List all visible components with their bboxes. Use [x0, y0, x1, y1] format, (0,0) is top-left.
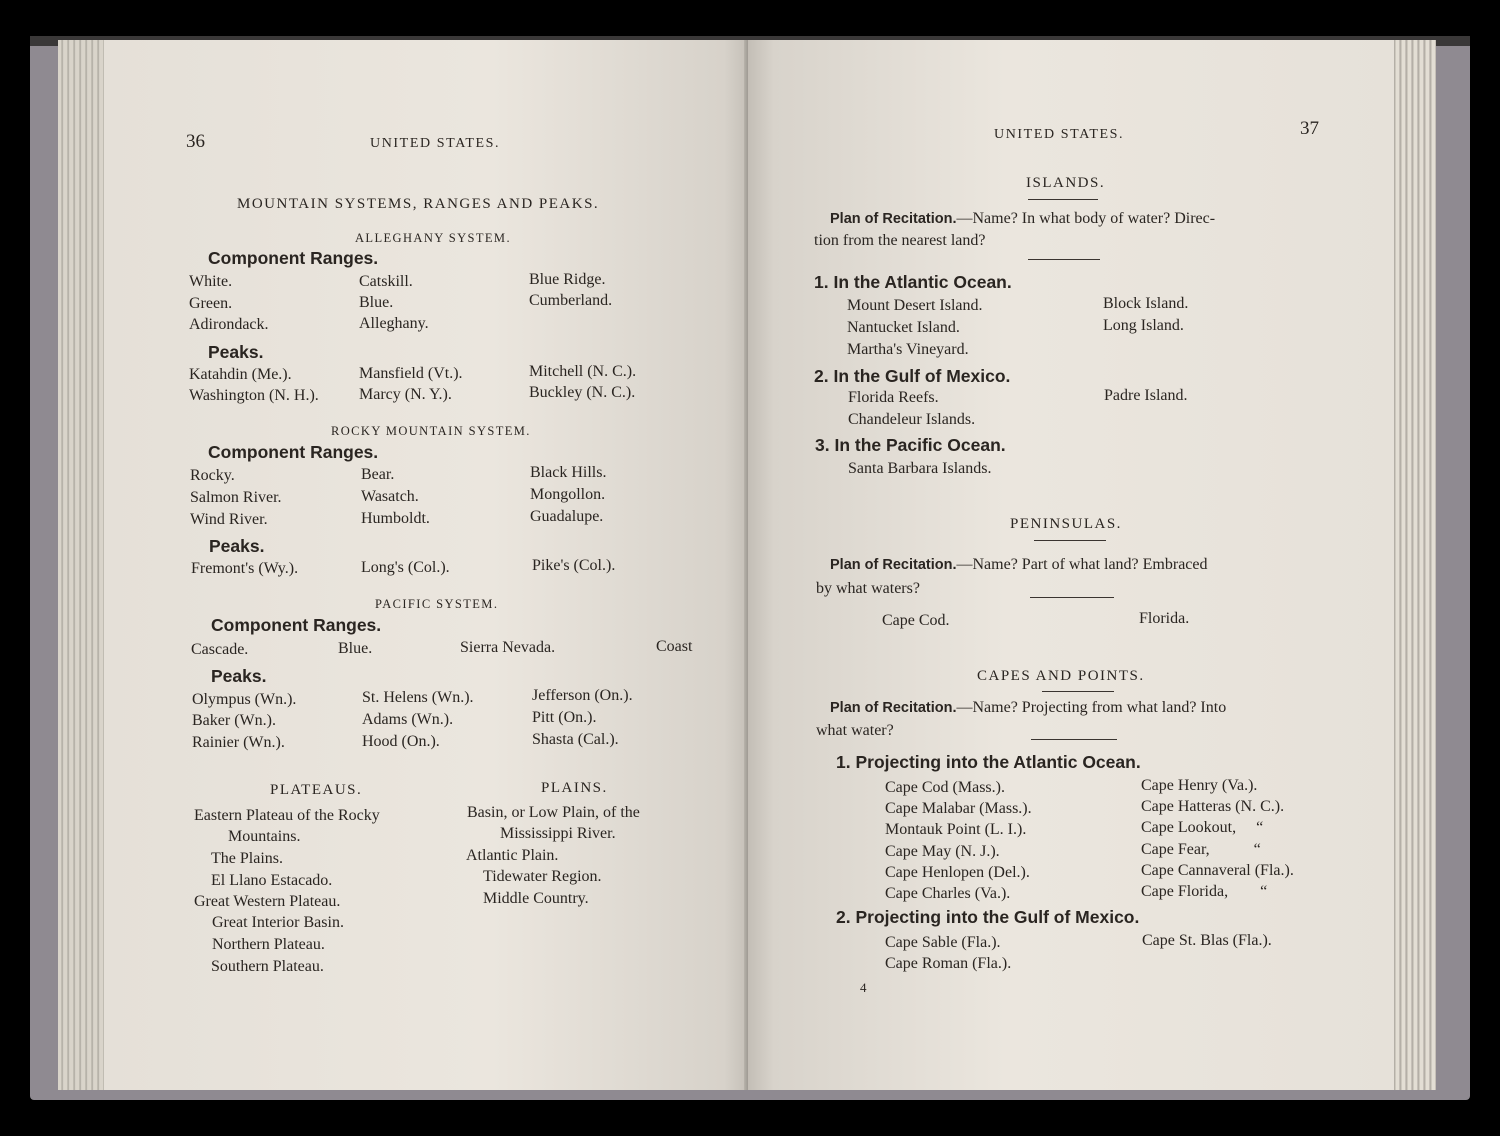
section-heading: PACIFIC SYSTEM. — [375, 597, 499, 611]
subheading: Peaks. — [209, 536, 265, 556]
range-item: Guadalupe. — [530, 508, 604, 525]
group-title: 1. Projecting into the Atlantic Ocean. — [836, 752, 1141, 772]
peak-item: Adams (Wn.). — [362, 711, 454, 728]
peak-item: Olympus (Wn.). — [192, 691, 297, 708]
subheading: Component Ranges. — [211, 615, 382, 635]
cape-item: Cape Fear, “ — [1141, 841, 1261, 858]
range-item: White. — [189, 273, 233, 290]
section-heading: ALLEGHANY SYSTEM. — [355, 231, 511, 245]
page-edges-right — [1390, 40, 1436, 1090]
island-item: Martha's Vineyard. — [847, 341, 969, 358]
island-item: Mount Desert Island. — [847, 297, 983, 314]
section-heading: PLATEAUS. — [270, 782, 363, 798]
plateau-item: The Plains. — [211, 850, 283, 867]
plateau-item: Great Western Plateau. — [194, 893, 341, 910]
group-title: 1. In the Atlantic Ocean. — [814, 272, 1012, 292]
range-item: Catskill. — [359, 273, 413, 290]
peak-item: Fremont's (Wy.). — [191, 560, 299, 577]
range-item: Adirondack. — [189, 316, 269, 333]
divider — [1042, 691, 1114, 692]
plan-label: Plan of Recitation. — [830, 700, 957, 716]
cape-item: Cape Florida, “ — [1141, 883, 1268, 900]
subheading: Peaks. — [211, 666, 267, 686]
cape-item: Cape Henry (Va.). — [1141, 777, 1258, 794]
peak-item: Marcy (N. Y.). — [359, 386, 452, 403]
range-item: Bear. — [361, 466, 395, 483]
subheading: Component Ranges. — [208, 442, 379, 462]
plains-item: Middle Country. — [483, 890, 589, 907]
cape-item: Cape Lookout, “ — [1141, 819, 1264, 836]
island-item: Padre Island. — [1104, 387, 1188, 404]
cape-item: Cape May (N. J.). — [885, 843, 1000, 860]
range-item: Blue Ridge. — [529, 271, 606, 288]
cape-item: Cape Henlopen (Del.). — [885, 864, 1030, 881]
plateau-item: Great Interior Basin. — [212, 914, 344, 931]
page-title: MOUNTAIN SYSTEMS, RANGES AND PEAKS. — [237, 196, 600, 212]
section-heading: PENINSULAS. — [1010, 516, 1122, 532]
cape-item: Cape Cod (Mass.). — [885, 779, 1005, 796]
peak-item: Mitchell (N. C.). — [529, 363, 637, 380]
section-heading: ROCKY MOUNTAIN SYSTEM. — [331, 424, 531, 438]
group-title: 2. Projecting into the Gulf of Mexico. — [836, 907, 1140, 927]
plan-text: —Name? Part of what land? Embraced — [956, 556, 1208, 573]
section-heading: CAPES AND POINTS. — [977, 668, 1145, 684]
peninsula-item: Florida. — [1139, 610, 1190, 627]
peak-item: Washington (N. H.). — [189, 387, 319, 404]
peak-item: Pike's (Col.). — [532, 557, 616, 574]
range-item: Salmon River. — [190, 489, 282, 506]
divider — [1031, 739, 1117, 740]
plains-item: Basin, or Low Plain, of the — [467, 804, 640, 821]
page-number: 37 — [1300, 118, 1319, 139]
subheading: Peaks. — [208, 342, 264, 362]
plains-item: Atlantic Plain. — [466, 847, 559, 864]
plan-label: Plan of Recitation. — [830, 211, 957, 227]
section-heading: ISLANDS. — [1026, 175, 1106, 191]
island-item: Nantucket Island. — [847, 319, 960, 336]
cape-item: Cape Hatteras (N. C.). — [1141, 798, 1285, 815]
plateau-item: Eastern Plateau of the Rocky — [194, 807, 380, 824]
range-item: Wind River. — [190, 511, 268, 528]
peak-item: Long's (Col.). — [361, 559, 450, 576]
peak-item: Pitt (On.). — [532, 709, 597, 726]
divider — [1030, 597, 1114, 598]
plan-text: by what waters? — [816, 580, 920, 597]
cape-item: Cape Charles (Va.). — [885, 885, 1011, 902]
range-item: Alleghany. — [359, 315, 429, 332]
subheading: Component Ranges. — [208, 248, 379, 268]
peak-item: Katahdin (Me.). — [189, 366, 292, 383]
page-number: 36 — [186, 131, 205, 152]
island-item: Chandeleur Islands. — [848, 411, 976, 428]
range-item: Wasatch. — [361, 488, 419, 505]
range-item: Blue. — [359, 294, 394, 311]
peak-item: Hood (On.). — [362, 733, 440, 750]
group-title: 2. In the Gulf of Mexico. — [814, 366, 1011, 386]
divider — [1034, 540, 1106, 541]
section-heading: PLAINS. — [541, 780, 608, 796]
range-item: Rocky. — [190, 467, 235, 484]
cape-item: Montauk Point (L. I.). — [885, 821, 1027, 838]
divider — [1028, 259, 1100, 260]
island-item: Santa Barbara Islands. — [848, 460, 992, 477]
range-item: Cumberland. — [529, 292, 613, 309]
plan-text: —Name? Projecting from what land? Into — [956, 699, 1227, 716]
peninsula-item: Cape Cod. — [882, 612, 950, 629]
plateau-item: Southern Plateau. — [211, 958, 324, 975]
plan-text: —Name? In what body of water? Direc- — [956, 210, 1216, 227]
page-edges-left — [58, 40, 108, 1090]
island-item: Block Island. — [1103, 295, 1189, 312]
island-item: Florida Reefs. — [848, 389, 939, 406]
left-page — [104, 40, 750, 1090]
range-item: Coast — [656, 638, 693, 655]
cape-item: Cape Cannaveral (Fla.). — [1141, 862, 1294, 879]
range-item: Mongollon. — [530, 486, 606, 503]
plan-label: Plan of Recitation. — [830, 557, 957, 573]
cape-item: Cape St. Blas (Fla.). — [1142, 932, 1272, 949]
peak-item: Rainier (Wn.). — [192, 734, 285, 751]
peak-item: Mansfield (Vt.). — [359, 365, 463, 382]
cape-item: Cape Roman (Fla.). — [885, 955, 1012, 972]
cape-item: Cape Sable (Fla.). — [885, 934, 1001, 951]
peak-item: Jefferson (On.). — [532, 687, 633, 704]
plan-text: tion from the nearest land? — [814, 232, 986, 249]
range-item: Green. — [189, 295, 233, 312]
running-head: UNITED STATES. — [994, 127, 1125, 142]
range-item: Blue. — [338, 640, 373, 657]
peak-item: Baker (Wn.). — [192, 712, 276, 729]
plan-text: what water? — [816, 722, 894, 739]
cape-item: Cape Malabar (Mass.). — [885, 800, 1032, 817]
peak-item: St. Helens (Wn.). — [362, 689, 474, 706]
range-item: Black Hills. — [530, 464, 607, 481]
signature-mark: 4 — [860, 980, 867, 995]
range-item: Humboldt. — [361, 510, 430, 527]
plateau-item: Mountains. — [228, 828, 301, 845]
range-item: Sierra Nevada. — [460, 639, 556, 656]
plains-item: Mississippi River. — [500, 825, 616, 842]
right-page — [748, 40, 1394, 1090]
plateau-item: Northern Plateau. — [212, 936, 325, 953]
range-item: Cascade. — [191, 641, 249, 658]
peak-item: Shasta (Cal.). — [532, 731, 619, 748]
island-item: Long Island. — [1103, 317, 1184, 334]
plains-item: Tidewater Region. — [483, 868, 602, 885]
plateau-item: El Llano Estacado. — [211, 872, 333, 889]
peak-item: Buckley (N. C.). — [529, 384, 636, 401]
divider — [1028, 199, 1098, 200]
running-head: UNITED STATES. — [370, 136, 501, 151]
group-title: 3. In the Pacific Ocean. — [815, 435, 1006, 455]
